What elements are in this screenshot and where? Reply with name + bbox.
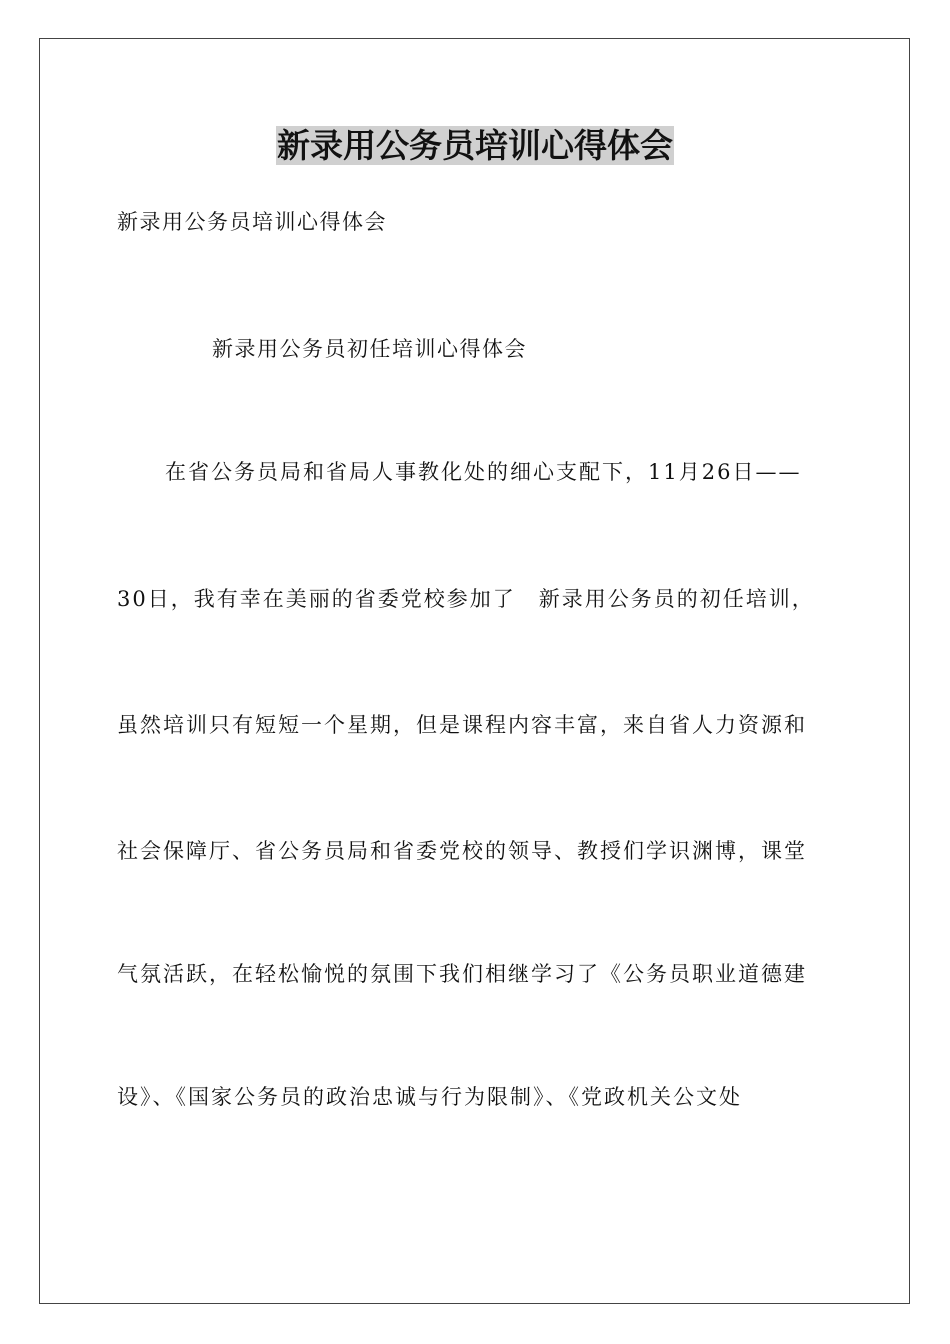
body-line-5: 气氛活跃，在轻松愉悦的氛围下我们相继学习了《公务员职业道德建 [117,962,807,986]
body-line-1: 在省公务员局和省局人事教化处的细心支配下，11月26日—— [165,460,802,484]
body-line-3: 虽然培训只有短短一个星期，但是课程内容丰富，来自省人力资源和 [117,713,807,737]
document-heading: 新录用公务员初任培训心得体会 [212,337,527,361]
body-line-2: 30日，我有幸在美丽的省委党校参加了 新录用公务员的初任培训， [117,587,815,611]
document-title-text: 新录用公务员培训心得体会 [277,126,673,165]
body-line-6: 设》、《国家公务员的政治忠诚与行为限制》、《党政机关公文处 [117,1085,742,1109]
document-subtitle: 新录用公务员培训心得体会 [117,210,387,234]
document-title [0,124,950,168]
body-line-4: 社会保障厅、省公务员局和省委党校的领导、教授们学识渊博，课堂 [117,839,807,863]
